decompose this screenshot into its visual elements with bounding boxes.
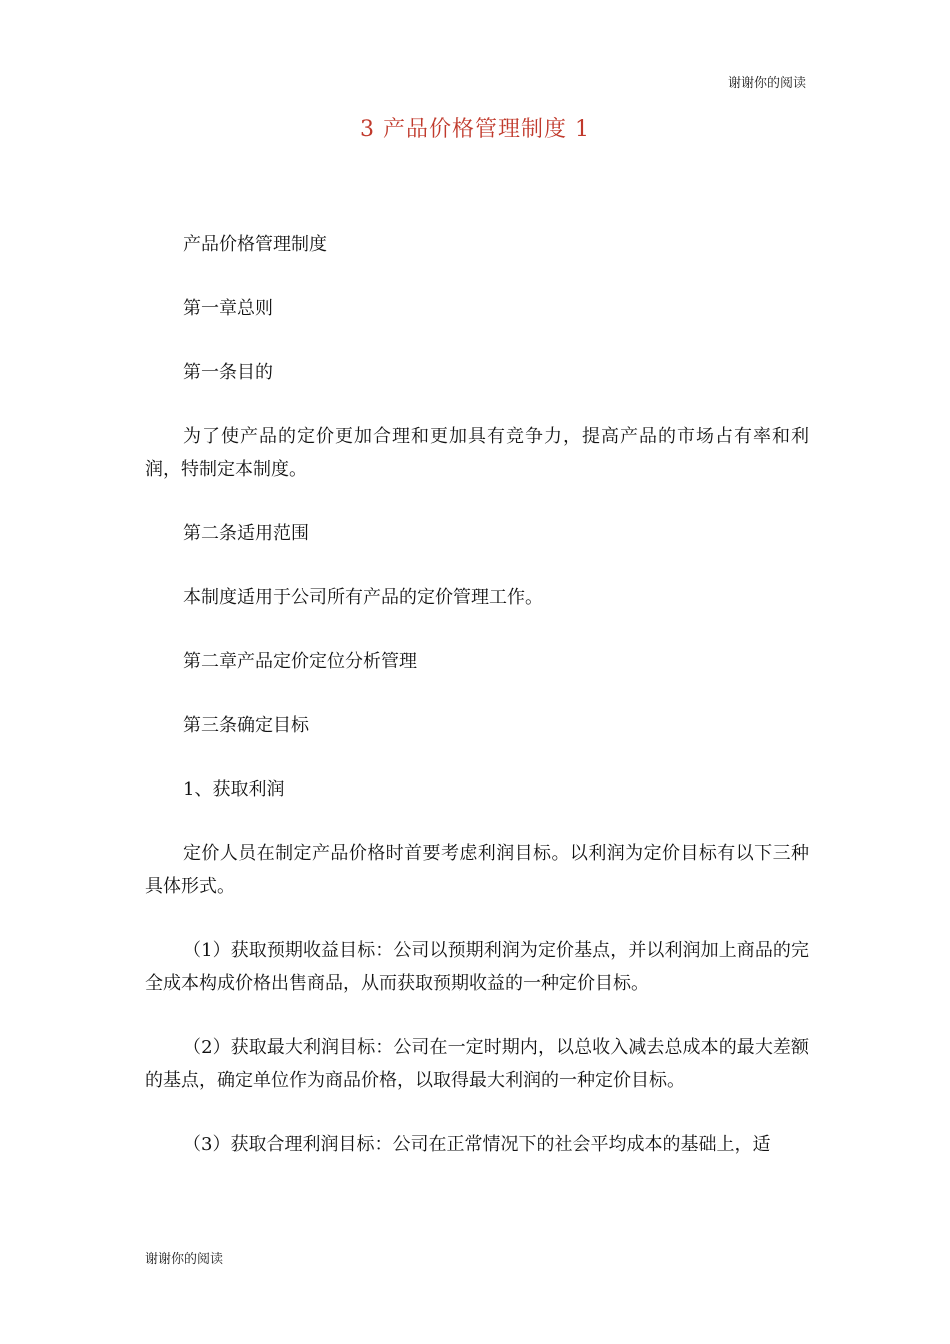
paragraph-profit-intro: 定价人员在制定产品价格时首要考虑利润目标。以利润为定价目标有以下三种具体形式。 — [145, 843, 809, 897]
paragraph-goal-1: （1）获取预期收益目标：公司以预期利润为定价基点，并以利润加上商品的完全成本构成价格出售商品，从而获取预期收益的一种定价目标。 — [145, 940, 809, 994]
paragraph-purpose: 为了使产品的定价更加合理和更加具有竞争力，提高产品的市场占有率和利润，特制定本制度。 — [145, 426, 809, 480]
paragraph-scope: 本制度适用于公司所有产品的定价管理工作。 — [183, 587, 543, 608]
paragraph-goal-2: （2）获取最大利润目标：公司在一定时期内，以总收入减去总成本的最大差额的基点，确定单位作为商品价格，以取得最大利润的一种定价目标。 — [145, 1037, 809, 1091]
paragraph-item-1: 1、获取利润 — [183, 779, 285, 800]
document-title: 3 产品价格管理制度 1 — [360, 117, 590, 142]
paragraph-article-2: 第二条适用范围 — [183, 523, 309, 544]
paragraph-goal-3: （3）获取合理利润目标：公司在正常情况下的社会平均成本的基础上，适 — [183, 1134, 771, 1155]
document-body — [145, 228, 809, 1192]
paragraph-article-3: 第三条确定目标 — [183, 715, 309, 736]
paragraph-doc-name: 产品价格管理制度 — [183, 234, 327, 255]
paragraph-chapter-2: 第二章产品定价定位分析管理 — [183, 651, 417, 672]
paragraph-article-1: 第一条目的 — [183, 362, 273, 383]
footer-note: 谢谢你的阅读 — [145, 1252, 224, 1267]
header-note: 谢谢你的阅读 — [727, 76, 806, 91]
paragraph-chapter-1: 第一章总则 — [183, 298, 273, 319]
